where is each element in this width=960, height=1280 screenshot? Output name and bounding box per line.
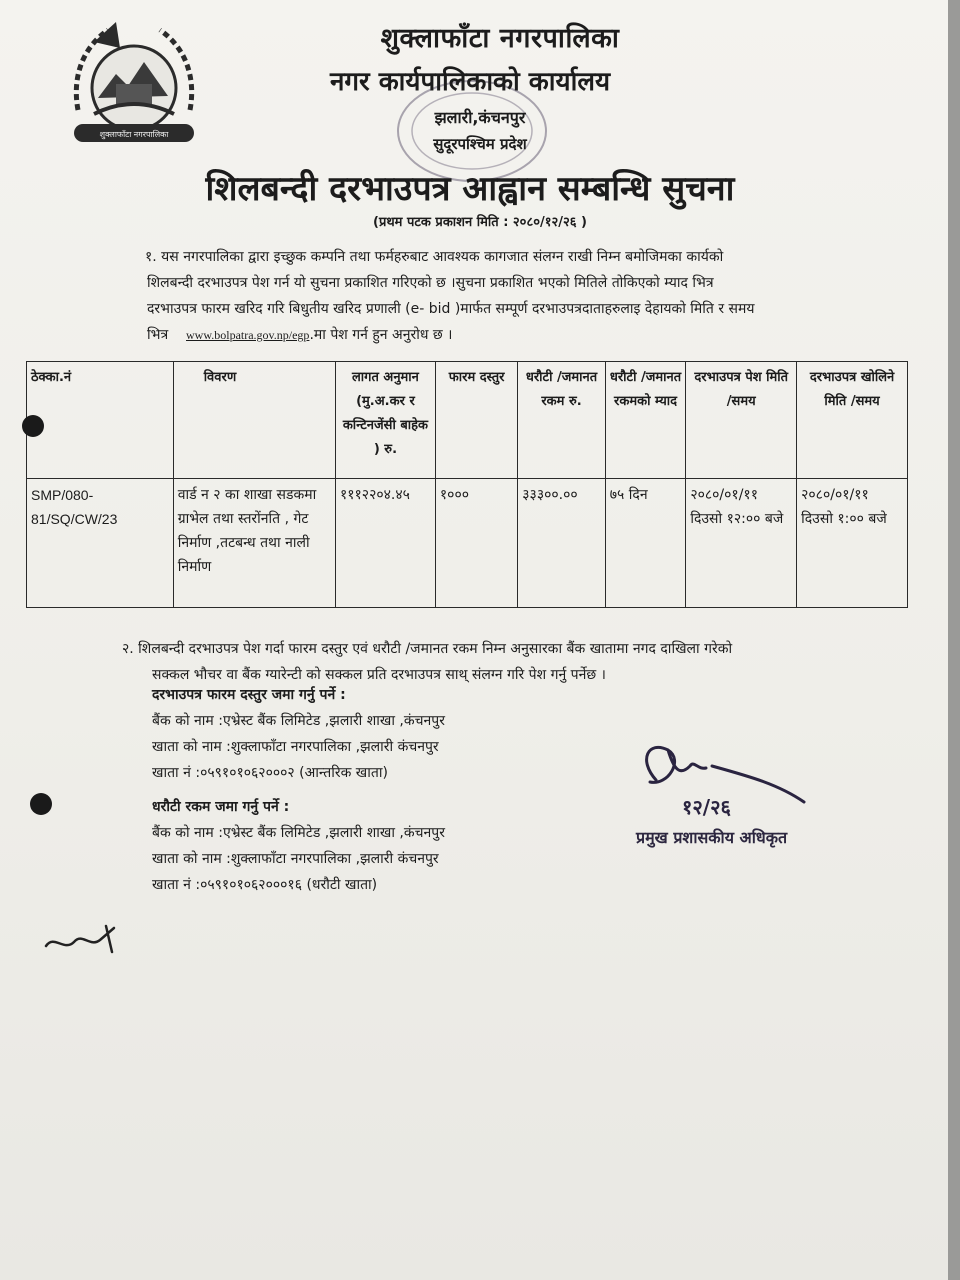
- tender-table: [26, 361, 908, 608]
- initial-signature: [40, 912, 130, 962]
- office-name: नगर कार्यपालिकाको कार्यालय: [329, 67, 611, 97]
- background-surface: [948, 0, 960, 1280]
- municipality-logo: [64, 18, 204, 150]
- col-deposit-period: धरौटी /जमानत रकमको म्याद: [605, 362, 686, 479]
- col-cost-estimate: लागत अनुमान (मु.अ.कर र कन्टिनजेंसी बाहेक ) रु.: [335, 362, 435, 479]
- form-fee-account-name: खाता को नाम :शुक्लाफाँटा नगरपालिका ,झलारी कंचनपुर: [152, 739, 439, 755]
- col-submission-date: दरभाउपत्र पेश मिति /समय: [686, 362, 797, 479]
- cell-contract-no: SMP/080-81/SQ/CW/23: [27, 479, 174, 608]
- cell-opening-date: २०८०/०१/११ दिउसो १:०० बजे: [797, 479, 908, 608]
- form-fee-heading: दरभाउपत्र फारम दस्तुर जमा गर्नु पर्ने :: [152, 687, 346, 703]
- municipality-name: शुक्लाफाँटा नगरपालिका: [380, 23, 620, 54]
- publication-date: (प्रथम पटक प्रकाशन मिति : २०८०/१२/२६ ): [373, 215, 587, 230]
- bolpatra-link[interactable]: www.bolpatra.gov.np/egp: [186, 328, 310, 342]
- officer-title: प्रमुख प्रशासकीय अधिकृत: [636, 828, 788, 847]
- deposit-heading: धरौटी रकम जमा गर्नु पर्ने :: [152, 799, 290, 815]
- table-row: [27, 479, 908, 608]
- paragraph-2-line: सक्कल भौचर वा बैंक ग्यारेन्टी को सक्कल प्रति दरभाउपत्र साथ् संलग्न गरि पेश गर्नु पर्नेछ ।: [152, 667, 606, 683]
- punch-hole: [30, 793, 52, 815]
- form-fee-account: [152, 682, 572, 786]
- deposit-account: [152, 794, 572, 898]
- paragraph-1-line: शिलबन्दी दरभाउपत्र पेश गर्न यो सुचना प्रकाशित गरिएको छ ।सुचना प्रकाशित भएको मितिले तोकिएको म्याद भित्र: [147, 275, 714, 291]
- deposit-account-name: खाता को नाम :शुक्लाफाँटा नगरपालिका ,झलारी कंचनपुर: [152, 851, 439, 867]
- cell-cost-estimate: १११२२०४.४५: [335, 479, 435, 608]
- paragraph-1-line: १. यस नगरपालिका द्वारा इच्छुक कम्पनि तथा फर्महरुबाट आवश्यक कागजात संलग्न राखी निम्न बमोजिमका कार्यको: [145, 249, 724, 265]
- cell-submission-date: २०८०/०१/११ दिउसो १२:०० बजे: [686, 479, 797, 608]
- officer-signature: [628, 730, 828, 830]
- paragraph-1-last-line: [125, 322, 855, 348]
- notice-title: शिलबन्दी दरभाउपत्र आह्वान सम्बन्धि सुचना: [205, 169, 735, 209]
- paragraph-1-prefix: भित्र: [147, 327, 169, 343]
- paragraph-1: [125, 244, 855, 348]
- paragraph-1-line: दरभाउपत्र फारम खरिद गरि बिधुतीय खरिद प्रणाली (e- bid )मार्फत सम्पूर्ण दरभाउपत्रदाताहरुलाइ देहायको मिति र समय: [147, 301, 755, 317]
- logo-caption: शुक्लाफाँटा नगरपालिका: [99, 130, 169, 139]
- punch-hole: [22, 415, 44, 437]
- col-contract-no: ठेक्का.नं: [27, 362, 174, 479]
- form-fee-account-no: खाता नं :०५९१०१०६२०००२ (आन्तरिक खाता): [152, 765, 388, 781]
- col-form-fee: फारम दस्तुर: [435, 362, 517, 479]
- cell-deposit-period: ७५ दिन: [605, 479, 686, 608]
- cell-deposit: ३३३००.००: [518, 479, 605, 608]
- province-name: सुदूरपश्चिम प्रदेश: [433, 135, 527, 153]
- paragraph-1-suffix: .मा पेश गर्न हुन अनुरोध छ ।: [309, 327, 453, 343]
- table-header-row: [27, 362, 908, 479]
- cell-form-fee: १०००: [435, 479, 517, 608]
- office-address: झलारी,कंचनपुर: [434, 108, 526, 127]
- col-description: विवरण: [173, 362, 335, 479]
- col-deposit: धरौटी /जमानत रकम रु.: [518, 362, 605, 479]
- signature-date: १२/२६: [682, 795, 731, 819]
- col-opening-date: दरभाउपत्र खोलिने मिति /समय: [797, 362, 908, 479]
- deposit-account-no: खाता नं :०५९१०१०६२०००१६ (धरौटी खाता): [152, 877, 378, 893]
- paragraph-2: [122, 636, 882, 688]
- cell-description: वार्ड न २ का शाखा सडकमा ग्राभेल तथा स्तरोंनति , गेट निर्माण ,तटबन्ध तथा नाली निर्माण: [173, 479, 335, 608]
- deposit-bank: बैंक को नाम :एभ्रेस्ट बैंक लिमिटेड ,झलारी शाखा ,कंचनपुर: [152, 825, 445, 841]
- form-fee-bank: बैंक को नाम :एभ्रेस्ट बैंक लिमिटेड ,झलारी शाखा ,कंचनपुर: [152, 713, 445, 729]
- paragraph-2-line: २. शिलबन्दी दरभाउपत्र पेश गर्दा फारम दस्तुर एवं धरौटी /जमानत रकम निम्न अनुसारका बैंक खातामा नगद दाखिला गरेको: [122, 641, 733, 657]
